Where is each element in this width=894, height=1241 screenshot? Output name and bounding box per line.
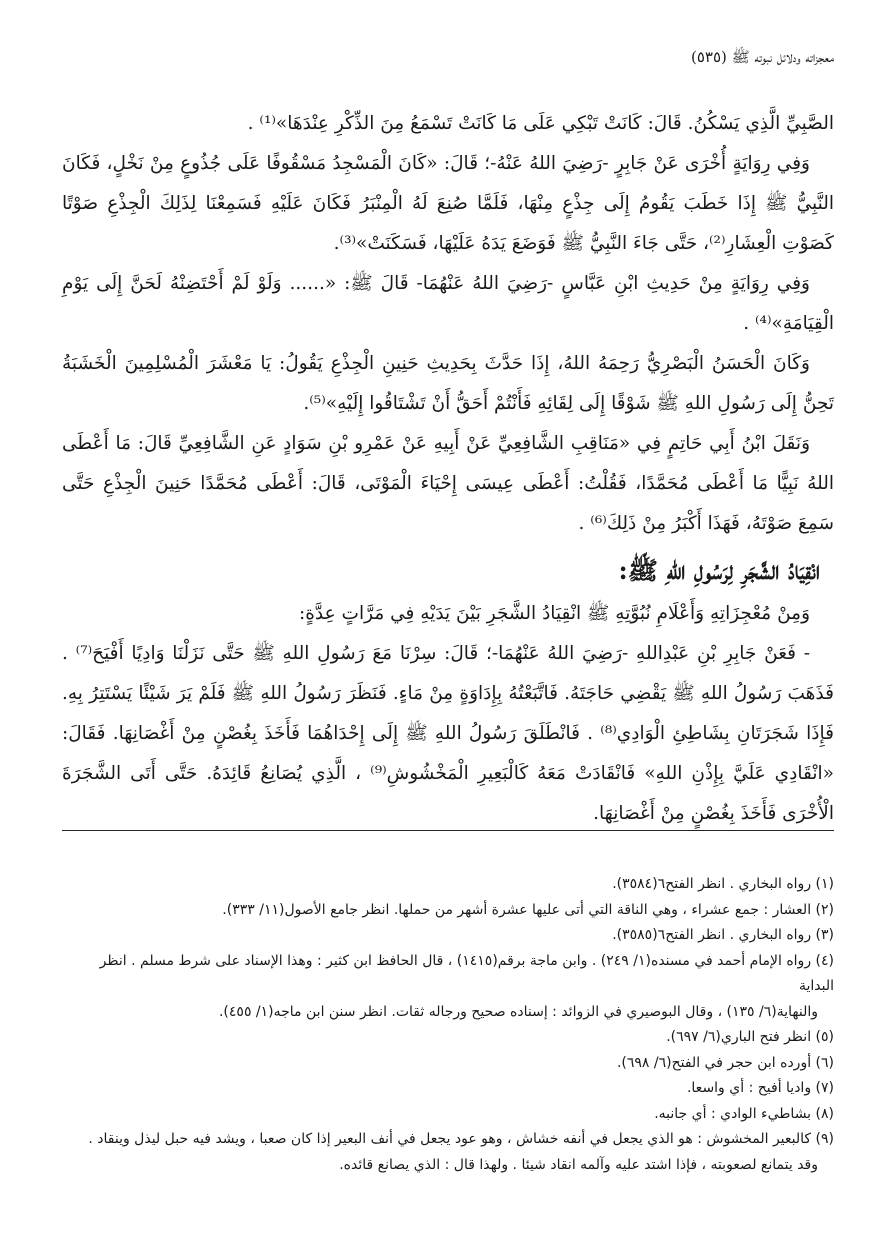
footnote-2: (٢) العشار : جمع عشراء ، وهي الناقة التي أتى عليها عشرة أشهر من حملها. انظر جامع الأصول(١١/ ٣٣٣).	[222, 901, 834, 918]
footnote-4-continuation: والنهاية(٦/ ١٣٥) ، وقال البوصيري في الزوائد : إسناده صحيح ورجاله ثقات. انظر سنن ابن ماجه(١/ ٤٥٥).	[218, 1003, 818, 1020]
header-page-number: (٥٣٥)	[690, 48, 727, 66]
running-header	[62, 46, 834, 68]
footnote-9-continuation: وقد يتمانع لصعوبته ، فإذا اشتد عليه وآلمه انقاد شيئا . ولهذا قال : الذي يصانع قائده.	[339, 1156, 818, 1173]
footnote-7: (٧) واديا أفيح : أي واسعا.	[686, 1080, 834, 1096]
footnote-1: (١) رواه البخاري . انظر الفتح٦(٣٥٨٤).	[612, 876, 834, 892]
footnote-5: (٥) انظر فتح الباري(٦/ ٦٩٧).	[666, 1029, 834, 1045]
paragraph-2: وَفِي رِوَايَةٍ أُخْرَى عَنْ جَابِرٍ -رَضِيَ اللهُ عَنْهُ-؛ قَالَ: «كَانَ الْمَسْجِدُ مَسْقُوفًا عَلَى جُذُوعٍ مِنْ نَخْلٍ، فَكَانَ النَّبِيُّ ﷺ إِذَا خَطَبَ يَقُومُ إِلَى جِذْعٍ مِنْهَا، فَلَمَّا صُنِعَ لَهُ الْمِنْبَرُ فَكَانَ عَلَيْهِ فَسَمِعْنَا لِذَلِكَ الْجِذْعِ صَوْتًا كَصَوْتِ الْعِشَارِ⁽²⁾، حَتَّى جَاءَ النَّبِيُّ ﷺ فَوَضَعَ يَدَهُ عَلَيْهَا، فَسَكَنَتْ»⁽³⁾.	[62, 153, 834, 254]
footnote-9: (٩) كالبعير المخشوش : هو الذي يجعل في أنفه خشاش ، وهو عود يجعل في أنف البعير إذا كان صعبا ، ويشد فيه حبل ليذل وينقاد .	[88, 1131, 834, 1147]
footnote-3: (٣) رواه البخاري . انظر الفتح٦(٣٥٨٥).	[612, 927, 834, 943]
book-page	[62, 40, 834, 1210]
footnote-8: (٨) بشاطيء الوادي : أي جانبه.	[654, 1105, 834, 1122]
paragraph-1: الصَّبِيِّ الَّذِي يَسْكُنُ. قَالَ: كَانَتْ تَبْكِي عَلَى مَا كَانَتْ تَسْمَعُ مِنَ الذِّكْرِ عِنْدَهَا»⁽¹⁾ .	[247, 113, 834, 134]
header-title: معجزاته ودلائل نبوته ﷺ	[731, 48, 834, 66]
section-body: - فَعَنْ جَابِرِ بْنِ عَبْدِاللهِ -رَضِيَ اللهُ عَنْهُمَا-؛ قَالَ: سِرْنَا مَعَ رَسُولِ اللهِ ﷺ حَتَّى نَزَلْنَا وَادِيًا أَفْيَحَ⁽⁷⁾ . فَذَهَبَ رَسُولُ اللهِ ﷺ يَقْضِي حَاجَتَهُ. فَاتَّبَعْتُهُ بِإِدَاوَةٍ مِنْ مَاءٍ. فَنَظَرَ رَسُولُ اللهِ ﷺ فَلَمْ يَرَ شَيْئًا يَسْتَتِرُ بِهِ. فَإِذَا شَجَرَتَانِ بِشَاطِئِ الْوَادِي⁽⁸⁾ . فَانْطَلَقَ رَسُولُ اللهِ ﷺ إِلَى إِحْدَاهُمَا فَأَخَذَ بِغُصْنٍ مِنْ أَغْصَانِهَا. فَقَالَ: «انْقَادِي عَلَيَّ بِإِذْنِ اللهِ» فَانْقَادَتْ مَعَهُ كَالْبَعِيرِ الْمَخْشُوشِ⁽⁹⁾ ، الَّذِي يُصَانِعُ قَائِدَهُ. حَتَّى أَتَى الشَّجَرَةَ الْأُخْرَى فَأَخَذَ بِغُصْنٍ مِنْ أَغْصَانِهَا.	[62, 643, 834, 824]
footnote-4: (٤) رواه الإمام أحمد في مسنده(١/ ٢٤٩) . وابن ماجة برقم(١٤١٥) ، قال الحافظ ابن كثير : وهذا الإسناد على شرط مسلم . انظر البداية	[99, 952, 834, 994]
main-text	[62, 104, 834, 834]
paragraph-5: وَنَقَلَ ابْنُ أَبِي حَاتِمٍ فِي «مَنَاقِبِ الشَّافِعِيِّ عَنْ أَبِيهِ عَنْ عَمْرِو بْنِ سَوَادٍ عَنِ الشَّافِعِيِّ قَالَ: مَا أَعْطَى اللهُ نَبِيًّا مَا أَعْطَى مُحَمَّدًا، فَقُلْتُ: أَعْطَى عِيسَى إِحْيَاءَ الْمَوْتَى، قَالَ: أَعْطَى مُحَمَّدًا حَنِينَ الْجِذْعِ حَتَّى سَمِعَ صَوْتَهُ، فَهَذَا أَكْبَرُ مِنْ ذَلِكَ⁽⁶⁾ .	[62, 433, 834, 534]
section-intro: وَمِنْ مُعْجِزَاتِهِ وَأَعْلَامِ نُبُوَّتِهِ ﷺ انْقِيَادُ الشَّجَرِ بَيْنَ يَدَيْهِ فِي مَرَّاتٍ عِدَّةٍ:	[299, 603, 810, 624]
footnote-divider	[62, 830, 834, 831]
paragraph-3: وَفِي رِوَايَةٍ مِنْ حَدِيثِ ابْنِ عَبَّاسٍ -رَضِيَ اللهُ عَنْهُمَا- قَالَ ﷺ: «...... وَلَوْ لَمْ أَحْتَضِنْهُ لَحَنَّ إِلَى يَوْمِ الْقِيَامَةِ»⁽⁴⁾ .	[62, 273, 834, 334]
footnotes-list	[62, 872, 834, 1178]
section-heading: انْقِيَادُ الشَّجَرِ لِرَسُولِ اللهِ ﷺ:	[618, 556, 820, 585]
footnote-6: (٦) أورده ابن حجر في الفتح(٦/ ٦٩٨).	[616, 1054, 834, 1071]
paragraph-4: وَكَانَ الْحَسَنُ الْبَصْرِيُّ رَحِمَهُ اللهُ، إِذَا حَدَّثَ بِحَدِيثِ حَنِينِ الْجِذْعِ يَقُولُ: يَا مَعْشَرَ الْمُسْلِمِينَ الْخَشَبَةُ تَحِنُّ إِلَى رَسُولِ اللهِ ﷺ شَوْقًا إِلَى لِقَائِهِ فَأَنْتُمْ أَحَقُّ أَنْ تَشْتَاقُوا إِلَيْهِ»⁽⁵⁾.	[62, 353, 834, 414]
